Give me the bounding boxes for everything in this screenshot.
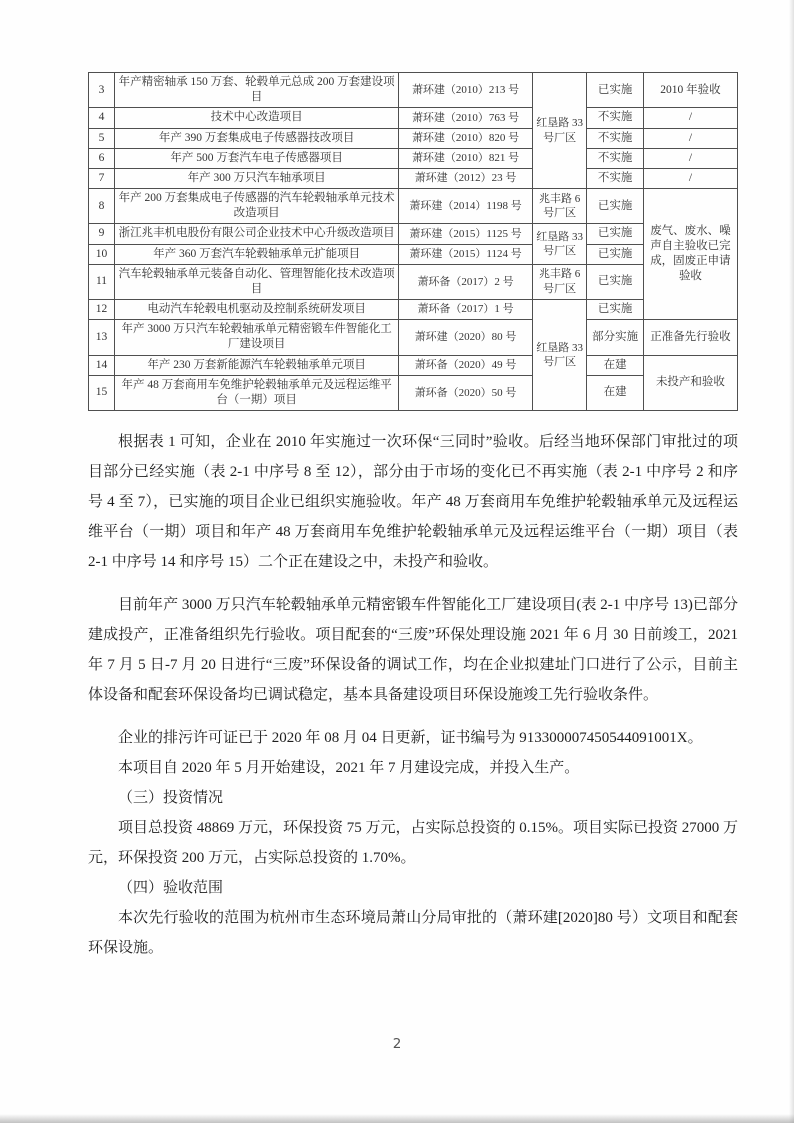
approval-doc-cell: 萧环建（2010）821 号 <box>399 148 533 168</box>
table-row <box>89 244 738 264</box>
factory-site-cell: 兆丰路 6 号厂区 <box>532 189 587 224</box>
implementation-status-cell: 在建 <box>587 375 643 410</box>
approval-doc-cell: 萧环建（2010）763 号 <box>399 108 533 128</box>
project-name-cell: 年产 390 万套集成电子传感器技改项目 <box>114 128 398 148</box>
table-row <box>89 355 738 375</box>
acceptance-status-cell: 未投产和验收 <box>643 355 737 411</box>
project-name-cell: 汽车轮毂轴承单元装备自动化、管理智能化技术改造项目 <box>114 264 398 299</box>
implementation-status-cell: 已实施 <box>587 73 643 108</box>
implementation-status-cell: 不实施 <box>587 128 643 148</box>
body-text <box>88 427 738 963</box>
project-name-cell: 电动汽车轮毂电机驱动及控制系统研发项目 <box>114 300 398 320</box>
project-name-cell: 浙江兆丰机电股份有限公司企业技术中心升级改造项目 <box>114 224 398 244</box>
approval-doc-cell: 萧环备（2017）1 号 <box>399 300 533 320</box>
implementation-status-cell: 不实施 <box>587 108 643 128</box>
project-approval-table <box>88 72 738 411</box>
approval-doc-cell: 萧环建（2015）1124 号 <box>399 244 533 264</box>
acceptance-status-cell: / <box>643 128 737 148</box>
approval-doc-cell: 萧环备（2017）2 号 <box>399 264 533 299</box>
factory-site-cell: 红垦路 33 号厂区 <box>532 300 587 411</box>
implementation-status-cell: 已实施 <box>587 224 643 244</box>
project-name-cell: 年产 3000 万只汽车轮毂轴承单元精密锻车件智能化工厂建设项目 <box>114 320 398 355</box>
serial-cell: 10 <box>89 244 115 264</box>
serial-cell: 6 <box>89 148 115 168</box>
serial-cell: 15 <box>89 375 115 410</box>
scan-shadow-right <box>789 0 794 1123</box>
acceptance-status-cell: / <box>643 108 737 128</box>
serial-cell: 12 <box>89 300 115 320</box>
table-row <box>89 300 738 320</box>
factory-site-cell: 红垦路 33 号厂区 <box>532 73 587 189</box>
implementation-status-cell: 不实施 <box>587 168 643 188</box>
approval-doc-cell: 萧环建（2015）1125 号 <box>399 224 533 244</box>
project-name-cell: 年产 230 万套新能源汽车轮毂轴承单元项目 <box>114 355 398 375</box>
table-row <box>89 320 738 355</box>
implementation-status-cell: 已实施 <box>587 264 643 299</box>
serial-cell: 8 <box>89 189 115 224</box>
project-name-cell: 年产 360 万套汽车轮毂轴承单元扩能项目 <box>114 244 398 264</box>
serial-cell: 7 <box>89 168 115 188</box>
acceptance-status-cell: / <box>643 148 737 168</box>
approval-doc-cell: 萧环建（2010）820 号 <box>399 128 533 148</box>
paragraph-schedule: 本项目自 2020 年 5 月开始建设，2021 年 7 月建设完成，并投入生产。 <box>118 760 580 777</box>
project-name-cell: 年产 300 万只汽车轴承项目 <box>114 168 398 188</box>
paragraph-permit: 企业的排污许可证已于 2020 年 08 月 04 日更新，证书编号为 913300007450544091001X。 <box>118 730 703 747</box>
page-content <box>88 72 738 963</box>
serial-cell: 11 <box>89 264 115 299</box>
table-row <box>89 73 738 108</box>
serial-cell: 14 <box>89 355 115 375</box>
heading-scope: （四）验收范围 <box>118 880 224 897</box>
serial-cell: 13 <box>89 320 115 355</box>
table-row <box>89 168 738 188</box>
implementation-status-cell: 在建 <box>587 355 643 375</box>
acceptance-status-cell: / <box>643 168 737 188</box>
approval-doc-cell: 萧环建（2014）1198 号 <box>399 189 533 224</box>
implementation-status-cell: 部分实施 <box>587 320 643 355</box>
heading-investment: （三）投资情况 <box>118 790 224 807</box>
implementation-status-cell: 已实施 <box>587 189 643 224</box>
paragraph-overview: 根据表 1 可知，企业在 2010 年实施过一次环保“三同时”验收。后经当地环保部门审批过的项目部分已经实施（表 2-1 中序号 8 至 12），部分由于市场的变化已不再实施（表 2-1 中序号 2 和序号 4 至 7），已实施的项目企业已组织实施验收。年产 48 万套商用车免维护轮毂轴承单元及远程运维平台（一期）项目和年产 48 万套商用车免维护轮毂轴承单元及远程运维平台（一期）项目（表 2-1 中序号 14 和序号 15）二个正在建设之中，未投产和验收。 <box>88 434 738 571</box>
approval-doc-cell: 萧环备（2020）50 号 <box>399 375 533 410</box>
factory-site-cell: 红垦路 33 号厂区 <box>532 224 587 264</box>
paragraph-project13: 目前年产 3000 万只汽车轮毂轴承单元精密锻车件智能化工厂建设项目(表 2-1 中序号 13)已部分建成投产，正准备组织先行验收。项目配套的“三废”环保处理设施 2021 年 6 月 30 日前竣工，2021 年 7 月 5 日-7 月 20 日进行“三废”环保设备的调试工作，均在企业拟建址门口进行了公示，目前主体设备和配套环保设备均已调试稳定，基本具备建设项目环保设施竣工先行验收条件。 <box>88 597 738 704</box>
paragraph-scope: 本次先行验收的范围为杭州市生态环境局萧山分局审批的（萧环建[2020]80 号）文项目和配套环保设施。 <box>88 910 738 957</box>
serial-cell: 3 <box>89 73 115 108</box>
table-row <box>89 108 738 128</box>
table-row <box>89 375 738 410</box>
serial-cell: 4 <box>89 108 115 128</box>
approval-doc-cell: 萧环建（2010）213 号 <box>399 73 533 108</box>
factory-site-cell: 兆丰路 6 号厂区 <box>532 264 587 299</box>
acceptance-status-cell: 2010 年验收 <box>643 73 737 108</box>
table-row <box>89 189 738 224</box>
serial-cell: 5 <box>89 128 115 148</box>
approval-doc-cell: 萧环建（2020）80 号 <box>399 320 533 355</box>
table-row <box>89 148 738 168</box>
scan-shadow-bottom <box>0 1114 794 1123</box>
table-row <box>89 224 738 244</box>
page-number: 2 <box>392 1036 402 1052</box>
approval-doc-cell: 萧环建（2012）23 号 <box>399 168 533 188</box>
implementation-status-cell: 已实施 <box>587 244 643 264</box>
serial-cell: 9 <box>89 224 115 244</box>
approval-doc-cell: 萧环备（2020）49 号 <box>399 355 533 375</box>
project-name-cell: 年产 48 万套商用车免维护轮毂轴承单元及远程运维平台（一期）项目 <box>114 375 398 410</box>
project-name-cell: 年产精密轴承 150 万套、轮毂单元总成 200 万套建设项目 <box>114 73 398 108</box>
paragraph-investment: 项目总投资 48869 万元，环保投资 75 万元，占实际总投资的 0.15%。项目实际已投资 27000 万元，环保投资 200 万元，占实际总投资的 1.70%。 <box>88 820 738 867</box>
acceptance-status-cell: 废气、废水、噪声自主验收已完成，固废正申请验收 <box>643 189 737 320</box>
project-name-cell: 技术中心改造项目 <box>114 108 398 128</box>
acceptance-status-cell: 正准备先行验收 <box>643 320 737 355</box>
implementation-status-cell: 不实施 <box>587 148 643 168</box>
project-name-cell: 年产 500 万套汽车电子传感器项目 <box>114 148 398 168</box>
table-row <box>89 128 738 148</box>
implementation-status-cell: 已实施 <box>587 300 643 320</box>
project-name-cell: 年产 200 万套集成电子传感器的汽车轮毂轴承单元技术改造项目 <box>114 189 398 224</box>
table-row <box>89 264 738 299</box>
